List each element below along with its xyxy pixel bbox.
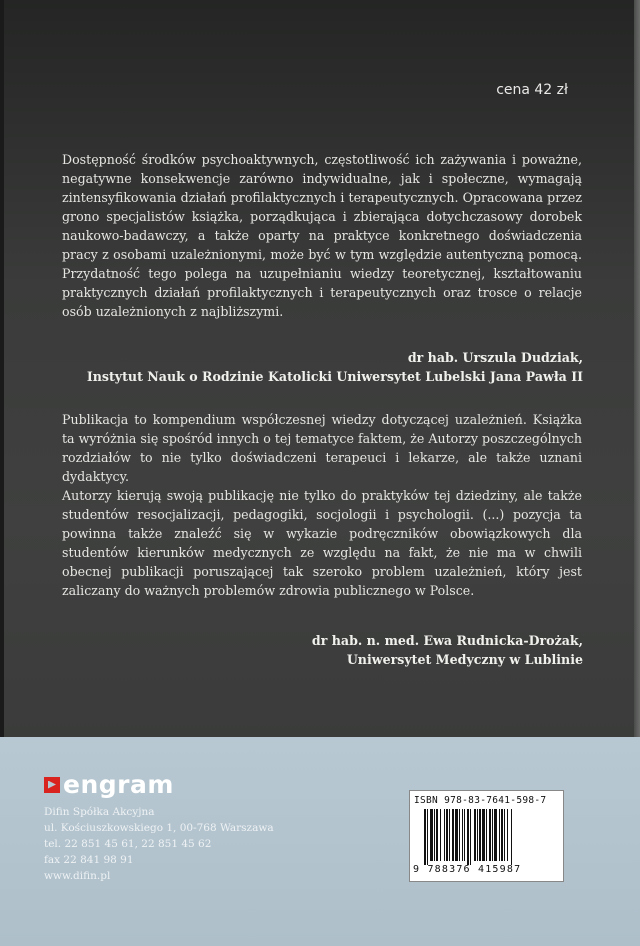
review-block-2 — [62, 410, 582, 600]
review-2-author: dr hab. n. med. Ewa Rudnicka-Drożak, — [311, 633, 583, 648]
publisher-address: ul. Kościuszkowskiego 1, 00-768 Warszawa — [44, 822, 274, 834]
isbn-label: ISBN 978-83-7641-598-7 — [414, 795, 547, 806]
review-1-signature — [23, 348, 583, 386]
review-2-paragraph-2: Autorzy kierują swoją publikację nie tylko do praktyków tej dziedziny, ale także studentów resocjalizacji, pedagogiki, socjologii i psychologii. (...) pozycja ta powinna także znaleźć się w wykazie podręczników obowiązkowych dla studentów kierunków medycznych ze względu na fakt, że nie ma w chwili obecnej publikacji poruszającej tak szeroko problem uzależnień, który jest zaliczany do ważnych problemów zdrowia publicznego w Polsce. — [62, 488, 582, 598]
review-1-text: Dostępność środków psychoaktywnych, częstotliwość ich zażywania i poważne, negatywne konsekwencje zarówno indywidualne, jak i społeczne, wymagają zintensyfikowania działań profilaktycznych i terapeutycznych. Opracowana przez grono specjalistów książka, porządkująca i zbierająca dotychczasowy dorobek naukowo-badawczy, a także oparty na praktyce konkretnego doświadczenia pracy z osobami uzależnionymi, może być w tym względzie autentyczną pomocą. Przydatność tego polega na uzupełnianiu wiedzy teoretycznej, kształtowaniu praktycznych działań profilaktycznych i terapeutycznych oraz trosce o relacje osób uzależnionych z najbliższymi. — [62, 152, 582, 319]
review-2-affiliation: Uniwersytet Medyczny w Lublinie — [346, 652, 583, 667]
publisher-fax: fax 22 841 98 91 — [44, 854, 134, 866]
review-1-author: dr hab. Urszula Dudziak, — [407, 350, 583, 365]
ean-digits: 9 788376 415987 — [413, 864, 522, 875]
isbn-barcode — [409, 790, 564, 882]
price-label: cena 42 zł — [496, 82, 568, 98]
logo-text: engram — [63, 770, 174, 799]
barcode-icon — [424, 809, 548, 865]
publisher-info — [44, 804, 274, 884]
review-2-signature — [23, 631, 583, 669]
review-2-paragraph-1: Publikacja to kompendium współczesnej wiedzy dotyczącej uzależnień. Książka ta wyróżnia się spośród innych o tej tematyce faktem, że Autorzy poszczególnych rozdziałów to nie tylko doświadczeni terapeuci i lekarze, ale także uznani dydaktycy. — [62, 412, 582, 484]
publisher-name: Difin Spółka Akcyjna — [44, 806, 155, 818]
publisher-logo — [44, 770, 174, 799]
review-1-affiliation: Instytut Nauk o Rodzinie Katolicki Uniwersytet Lubelski Jana Pawła II — [86, 369, 583, 384]
publisher-phone: tel. 22 851 45 61, 22 851 45 62 — [44, 838, 212, 850]
review-block-1 — [62, 150, 582, 321]
engram-logo-icon — [44, 777, 60, 793]
publisher-web[interactable]: www.difin.pl — [44, 870, 111, 882]
